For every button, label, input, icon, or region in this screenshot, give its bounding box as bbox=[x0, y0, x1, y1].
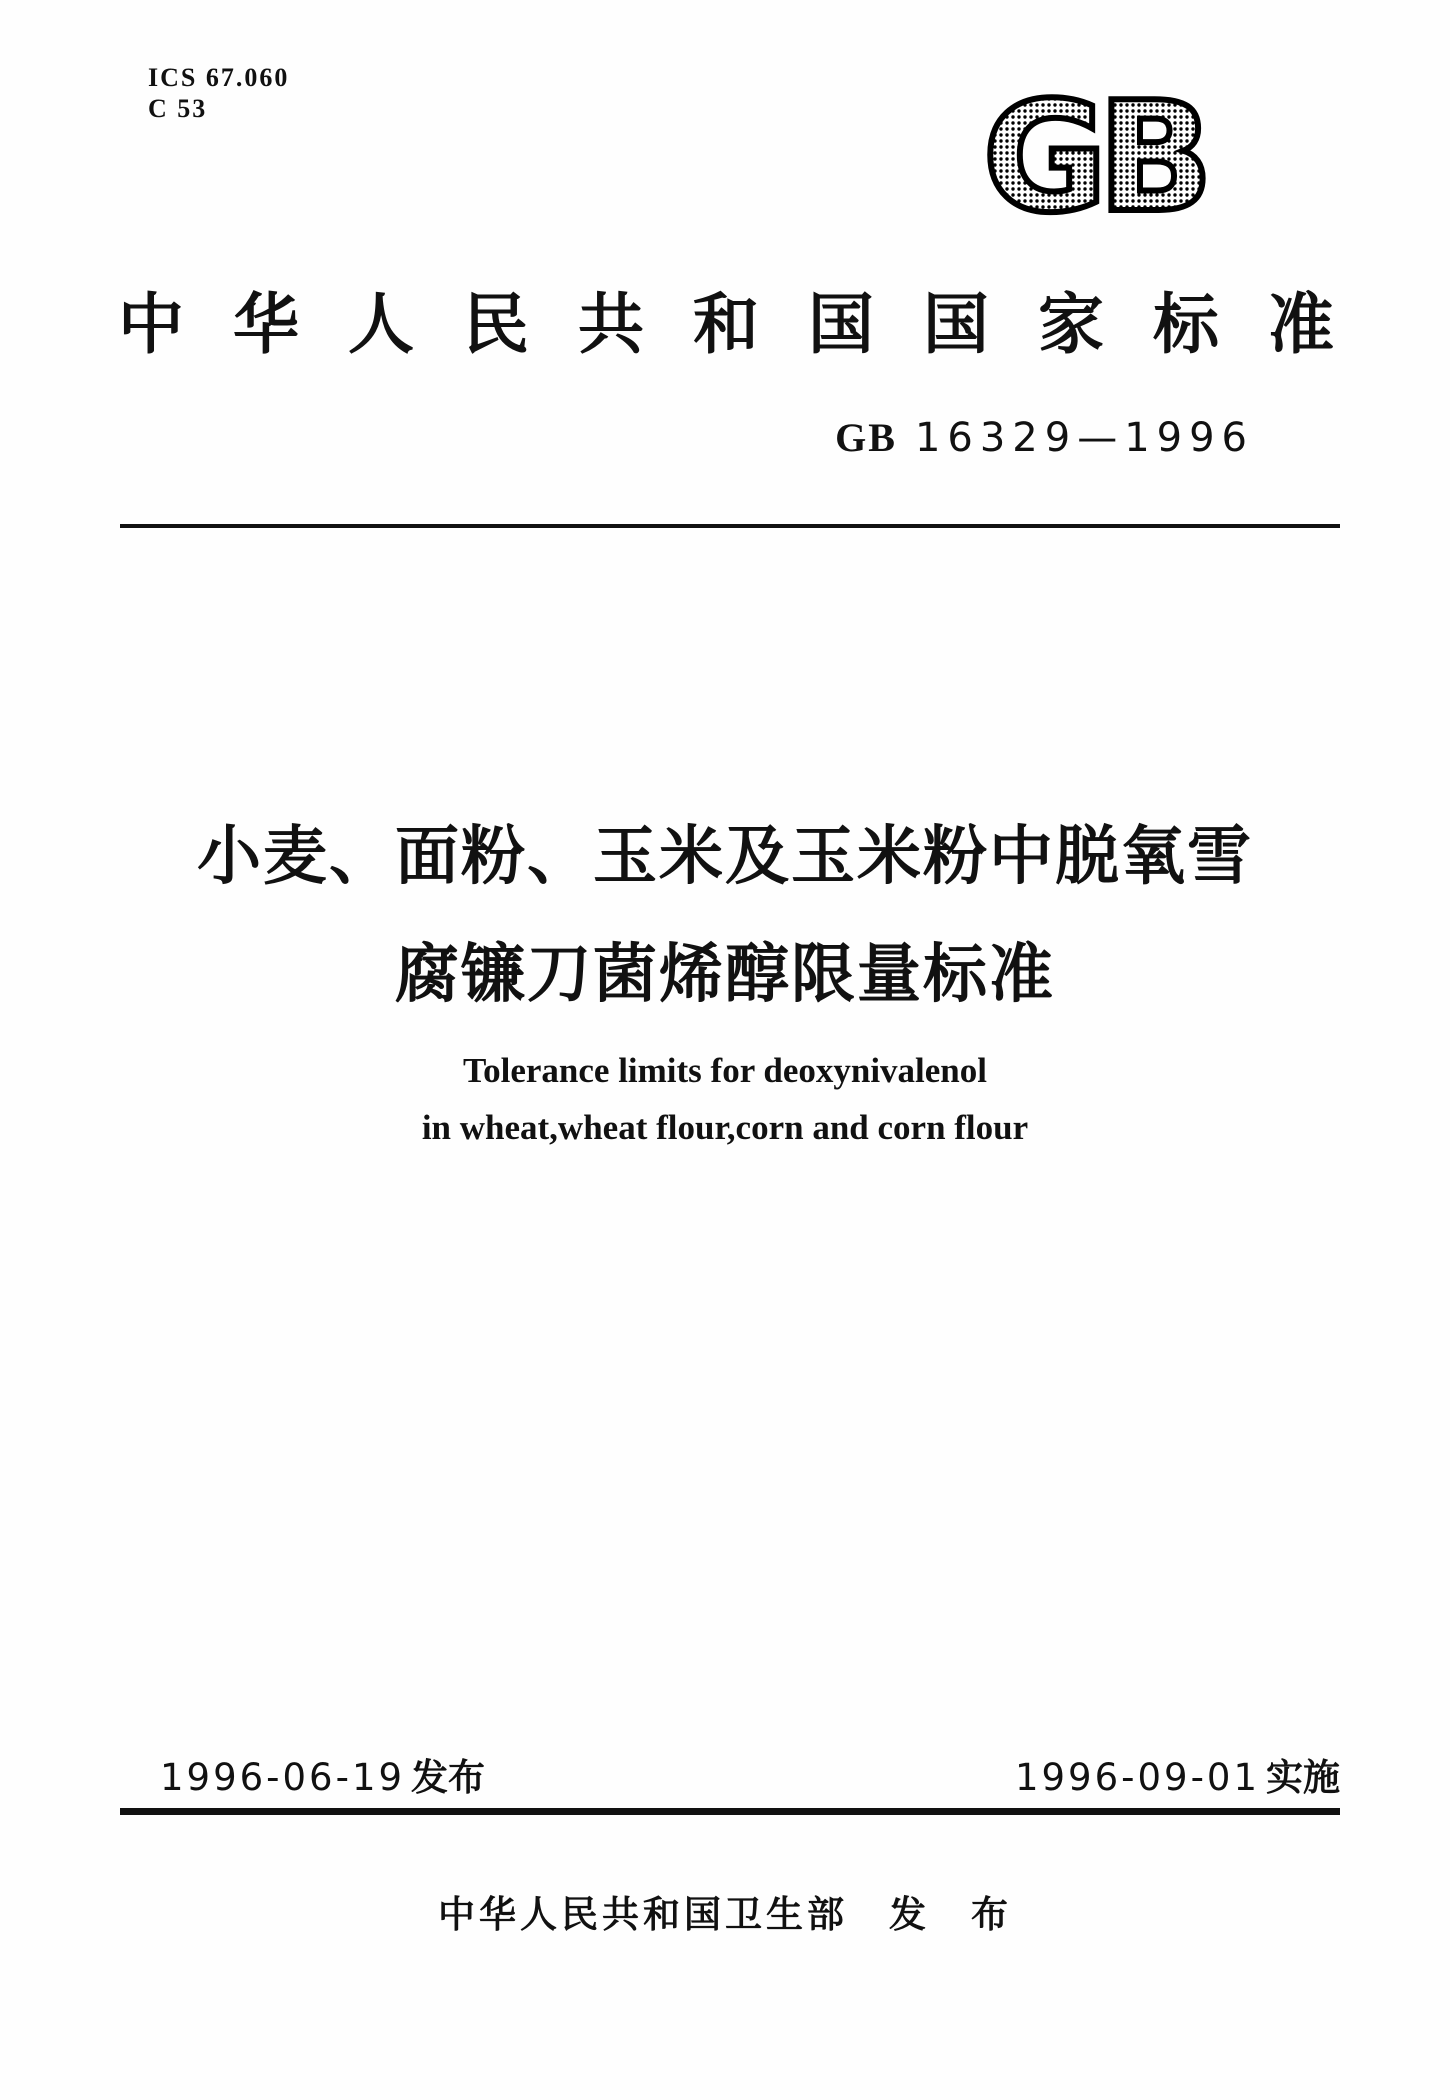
publisher-line: 中华人民共和国卫生部 发 布 bbox=[438, 1893, 1012, 1936]
dates-row bbox=[160, 1758, 1340, 1800]
document-title-zh-line1: 小麦、面粉、玉米及玉米粉中脱氧雪 bbox=[197, 820, 1253, 894]
ics-block bbox=[148, 62, 289, 124]
issue-date: 1996-06-19 bbox=[160, 1756, 406, 1799]
national-standard-title bbox=[118, 290, 1334, 363]
header-divider-line bbox=[120, 524, 1340, 528]
implementation-date-block bbox=[1015, 1758, 1340, 1800]
document-title-en bbox=[0, 1042, 1450, 1156]
gb-logo-text: GB bbox=[982, 78, 1204, 238]
implementation-date: 1996-09-01 bbox=[1014, 1756, 1260, 1799]
national-standard-title-char: 国 bbox=[923, 289, 989, 362]
standard-number-value: 16329—1996 bbox=[914, 415, 1254, 461]
national-standard-title-char: 和 bbox=[693, 289, 759, 362]
standard-number-prefix: GB bbox=[835, 415, 897, 460]
national-standard-title-char: 共 bbox=[578, 289, 644, 362]
national-standard-title-char: 家 bbox=[1038, 289, 1104, 362]
national-standard-title-char: 国 bbox=[808, 289, 874, 362]
document-title-zh bbox=[0, 798, 1450, 1034]
document-title-en-line1: Tolerance limits for deoxynivalenol bbox=[462, 1051, 987, 1090]
gb-logo bbox=[968, 78, 1218, 238]
issue-date-label: 发布 bbox=[411, 1756, 486, 1799]
ics-code: ICS 67.060 bbox=[148, 63, 290, 92]
footer-divider-line bbox=[120, 1808, 1340, 1815]
issue-date-block bbox=[160, 1758, 485, 1800]
national-standard-title-char: 华 bbox=[233, 289, 299, 362]
document-title-en-line2: in wheat,wheat flour,corn and corn flour bbox=[421, 1108, 1029, 1147]
class-code: C 53 bbox=[148, 94, 208, 124]
document-title-zh-line2: 腐镰刀菌烯醇限量标准 bbox=[395, 938, 1055, 1012]
national-standard-title-char: 准 bbox=[1268, 289, 1334, 362]
national-standard-title-char: 标 bbox=[1153, 289, 1219, 362]
national-standard-title-char: 中 bbox=[118, 289, 184, 362]
gb-logo-icon bbox=[968, 78, 1218, 238]
national-standard-title-char: 人 bbox=[348, 289, 414, 362]
standard-number bbox=[835, 416, 1254, 460]
implementation-date-label: 实施 bbox=[1266, 1756, 1340, 1799]
national-standard-title-char: 民 bbox=[463, 289, 529, 362]
